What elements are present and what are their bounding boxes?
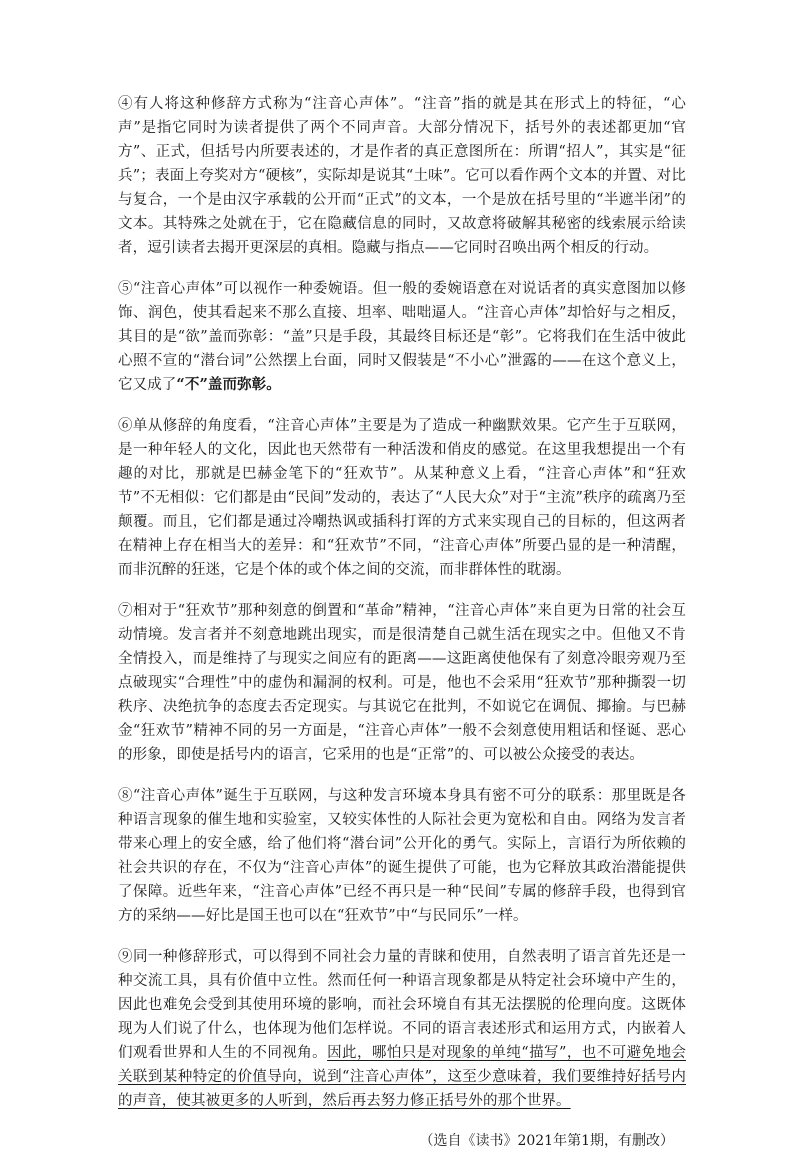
paragraph-9-underlined-text: 因此，哪怕只是对现象的单纯“描写”，也不可避免地会关联到某种特定的价值导向，说到“注音心声体”，这至少意味着，我们要维持好括号内的声音，使其被更多的人听到，然后再去努力修正括号外的那个世界。 [118, 1045, 686, 1109]
paragraph-8: ⑧“注音心声体”诞生于互联网，与这种发言环境本身具有密不可分的联系：那里既是各种语言现象的催生地和实验室，又较实体性的人际社会更为宽松和自由。网络为发言者带来心理上的安全感，给了他们将“潜台词”公开化的勇气。实际上，言语行为所依赖的社会共识的存在，不仅为“注音心声体”的诞生提供了可能，也为它释放其政治潜能提供了保障。近些年来，“注音心声体”已经不再只是一种“民间”专属的修辞手段，也得到官方的采纳——好比是国王也可以在“狂欢节”中“与民同乐”一样。 [118, 788, 686, 924]
paragraph-5-text: ⑤“注音心声体”可以视作一种委婉语。但一般的委婉语意在对说话者的真实意图加以修饰、润色，使其看起来不那么直接、坦率、咄咄逼人。“注音心声体”却恰好与之相反，其目的是“欲”盖而弥彰：“盖”只是手段，其最终目标还是“彰”。它将我们在生活中彼此心照不宣的“潜台词”公然摆上台面，同时又假装是“不小心”泄露的——在这个意义上，它又成了 [118, 281, 686, 393]
paragraph-9-text: ⑨同一种修辞形式，可以得到不同社会力量的青睐和使用，自然表明了语言首先还是一种交流工具，具有价值中立性。然而任何一种语言现象都是从特定社会环境中产生的，因此也难免会受到其使用环境的影响，而社会环境自有其无法摆脱的伦理向度。这既体现为人们说了什么，也体现为他们怎样说。不同的语言表述形式和运用方式，内嵌着人们观看世界和人生的不同视角。 [118, 949, 686, 1061]
paragraph-4: ④有人将这种修辞方式称为“注音心声体”。“注音”指的就是其在形式上的特征，“心声”是指它同时为读者提供了两个不同声音。大部分情况下，括号外的表述都更加“官方”、正式，但括号内所要表述的，才是作者的真正意图所在：所谓“招人”，其实是“征兵”；表面上夸奖对方“硬核”，实际却是说其“土味”。它可以看作两个文本的并置、对比与复合，一个是由汉字承载的公开而“正式”的文本，一个是放在括号里的“半遮半闭”的文本。其特殊之处就在于，它在隐藏信息的同时，又故意将破解其秘密的线索展示给读者，逗引读者去揭开更深层的真相。隐藏与指点——它同时召唤出两个相反的行动。 [118, 96, 686, 256]
article-body [118, 92, 686, 1152]
source-citation: （选自《读书》2021年第1期，有删改） [419, 1133, 674, 1149]
paragraph-5 [118, 277, 686, 397]
paragraph-9 [118, 945, 686, 1113]
paragraph-5-bold-text: “不”盖而弥彰。 [176, 376, 281, 393]
paragraph-7: ⑦相对于“狂欢节”那种刻意的倒置和“革命”精神，“注音心声体”来自更为日常的社会互动情境。发言者并不刻意地跳出现实，而是很清楚自己就生活在现实之中。但他又不肯全情投入，而是维持了与现实之间应有的距离——这距离使他保有了刻意冷眼旁观乃至点破现实“合理性”中的虚伪和漏洞的权利。可是，他也不会采用“狂欢节”那种撕裂一切秩序、决绝抗争的态度去否定现实。与其说它在批判，不如说它在调侃、揶揄。与巴赫金“狂欢节”精神不同的另一方面是，“注音心声体”一般不会刻意使用粗话和怪诞、恶心的形象，即使是括号内的语言，它采用的也是“正常”的、可以被公众接受的表达。 [118, 603, 686, 763]
paragraph-6: ⑥单从修辞的角度看，“注音心声体”主要是为了造成一种幽默效果。它产生于互联网，是一种年轻人的文化，因此也天然带有一种活泼和俏皮的感觉。在这里我想提出一个有趣的对比，那就是巴赫金笔下的“狂欢节”。从某种意义上看，“注音心声体”和“狂欢节”不无相似：它们都是由“民间”发动的，表达了“人民大众”对于“主流”秩序的疏离乃至颠覆。而且，它们都是通过冷嘲热讽或插科打诨的方式来实现自己的目标的，但这两者在精神上存在相当大的差异：和“狂欢节”不同，“注音心声体”所要凸显的是一种清醒，而非沉醉的狂迷，它是个体的或个体之间的交流，而非群体性的耽溺。 [118, 418, 686, 578]
